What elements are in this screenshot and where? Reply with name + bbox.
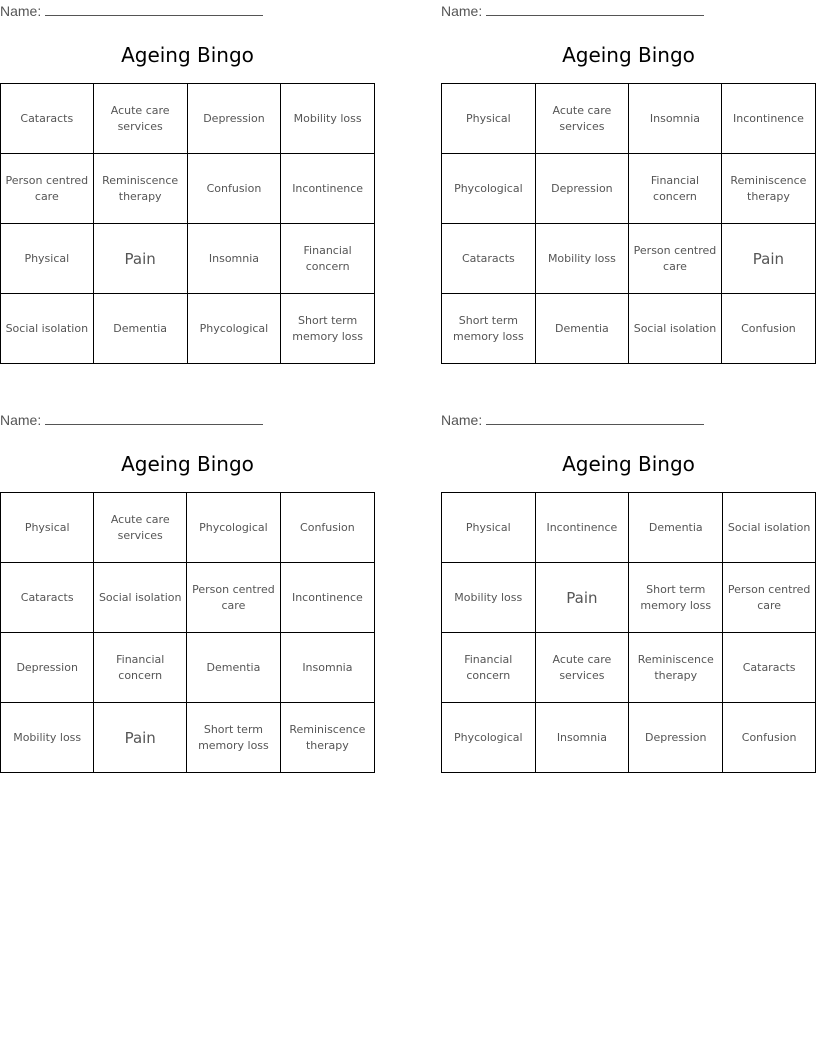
name-field bbox=[0, 2, 300, 20]
name-label: Name: bbox=[441, 3, 483, 19]
bingo-cell: Incontinence bbox=[281, 154, 375, 224]
bingo-cell: Reminiscence therapy bbox=[629, 633, 723, 703]
grid-row bbox=[442, 703, 816, 773]
bingo-cell: Reminiscence therapy bbox=[93, 154, 187, 224]
bingo-cell: Phycological bbox=[187, 493, 281, 563]
bingo-cell: Incontinence bbox=[535, 493, 629, 563]
bingo-cell: Dementia bbox=[93, 294, 187, 364]
bingo-cell: Insomnia bbox=[535, 703, 629, 773]
bingo-cell: Depression bbox=[1, 633, 94, 703]
bingo-cell: Insomnia bbox=[187, 224, 281, 294]
bingo-cell: Cataracts bbox=[723, 633, 816, 703]
card-title: Ageing Bingo bbox=[562, 452, 695, 476]
grid-row bbox=[1, 294, 375, 364]
bingo-cell: Pain bbox=[721, 224, 815, 294]
bingo-cell: Physical bbox=[1, 493, 94, 563]
bingo-cell: Social isolation bbox=[1, 294, 94, 364]
bingo-cell: Mobility loss bbox=[535, 224, 628, 294]
bingo-cell: Confusion bbox=[280, 493, 374, 563]
name-label: Name: bbox=[441, 412, 483, 428]
bingo-cell: Acute care services bbox=[535, 633, 629, 703]
bingo-cell: Person centred care bbox=[1, 154, 94, 224]
grid-row bbox=[442, 493, 816, 563]
grid-row bbox=[1, 563, 375, 633]
bingo-cell: Pain bbox=[94, 703, 187, 773]
bingo-cell: Financial concern bbox=[629, 154, 722, 224]
bingo-cell: Financial concern bbox=[94, 633, 187, 703]
bingo-cell: Person centred care bbox=[723, 563, 816, 633]
bingo-grid bbox=[441, 492, 816, 773]
bingo-cell: Short term memory loss bbox=[187, 703, 281, 773]
card-title: Ageing Bingo bbox=[121, 452, 254, 476]
bingo-cell: Phycological bbox=[442, 154, 536, 224]
bingo-cell: Financial concern bbox=[442, 633, 536, 703]
name-label: Name: bbox=[0, 3, 42, 19]
bingo-cell: Phycological bbox=[442, 703, 536, 773]
bingo-cell: Acute care services bbox=[93, 84, 187, 154]
bingo-cell: Depression bbox=[187, 84, 281, 154]
bingo-cell: Depression bbox=[629, 703, 723, 773]
grid-row bbox=[442, 294, 816, 364]
bingo-cell: Reminiscence therapy bbox=[721, 154, 815, 224]
bingo-cell: Mobility loss bbox=[442, 563, 536, 633]
bingo-cell: Phycological bbox=[187, 294, 281, 364]
bingo-cell: Physical bbox=[442, 84, 536, 154]
bingo-cell: Cataracts bbox=[1, 563, 94, 633]
grid-row bbox=[442, 84, 816, 154]
name-blank-line bbox=[45, 2, 263, 16]
bingo-cell: Dementia bbox=[629, 493, 723, 563]
card-title: Ageing Bingo bbox=[562, 43, 695, 67]
bingo-cell: Pain bbox=[535, 563, 629, 633]
bingo-cell: Person centred care bbox=[187, 563, 281, 633]
bingo-cell: Physical bbox=[1, 224, 94, 294]
bingo-cell: Mobility loss bbox=[281, 84, 375, 154]
bingo-cell: Person centred care bbox=[629, 224, 722, 294]
bingo-cell: Financial concern bbox=[281, 224, 375, 294]
bingo-cell: Dementia bbox=[187, 633, 281, 703]
bingo-cell: Cataracts bbox=[1, 84, 94, 154]
bingo-cell: Confusion bbox=[721, 294, 815, 364]
bingo-cell: Acute care services bbox=[94, 493, 187, 563]
bingo-cell: Depression bbox=[535, 154, 628, 224]
name-field bbox=[441, 411, 741, 429]
grid-row bbox=[1, 154, 375, 224]
bingo-cell: Short term memory loss bbox=[442, 294, 536, 364]
bingo-cell: Mobility loss bbox=[1, 703, 94, 773]
bingo-cell: Insomnia bbox=[280, 633, 374, 703]
bingo-cell: Reminiscence therapy bbox=[280, 703, 374, 773]
bingo-cell: Cataracts bbox=[442, 224, 536, 294]
bingo-cell: Acute care services bbox=[535, 84, 628, 154]
grid-row bbox=[442, 154, 816, 224]
grid-row bbox=[442, 224, 816, 294]
grid-row bbox=[1, 224, 375, 294]
bingo-cell: Social isolation bbox=[629, 294, 722, 364]
bingo-cell: Incontinence bbox=[721, 84, 815, 154]
name-field bbox=[441, 2, 741, 20]
bingo-cell: Short term memory loss bbox=[281, 294, 375, 364]
grid-row bbox=[1, 84, 375, 154]
bingo-cell: Social isolation bbox=[94, 563, 187, 633]
grid-row bbox=[1, 703, 375, 773]
grid-row bbox=[1, 633, 375, 703]
bingo-cell: Pain bbox=[93, 224, 187, 294]
name-label: Name: bbox=[0, 412, 42, 428]
bingo-cell: Social isolation bbox=[723, 493, 816, 563]
grid-row bbox=[1, 493, 375, 563]
bingo-grid bbox=[0, 492, 375, 773]
bingo-cell: Physical bbox=[442, 493, 536, 563]
bingo-cell: Confusion bbox=[723, 703, 816, 773]
bingo-grid bbox=[441, 83, 816, 364]
bingo-grid bbox=[0, 83, 375, 364]
bingo-cell: Short term memory loss bbox=[629, 563, 723, 633]
bingo-cell: Incontinence bbox=[280, 563, 374, 633]
grid-row bbox=[442, 633, 816, 703]
name-blank-line bbox=[486, 2, 704, 16]
name-blank-line bbox=[45, 411, 263, 425]
name-field bbox=[0, 411, 300, 429]
card-title: Ageing Bingo bbox=[121, 43, 254, 67]
name-blank-line bbox=[486, 411, 704, 425]
grid-row bbox=[442, 563, 816, 633]
bingo-cell: Confusion bbox=[187, 154, 281, 224]
bingo-cell: Insomnia bbox=[629, 84, 722, 154]
bingo-cell: Dementia bbox=[535, 294, 628, 364]
